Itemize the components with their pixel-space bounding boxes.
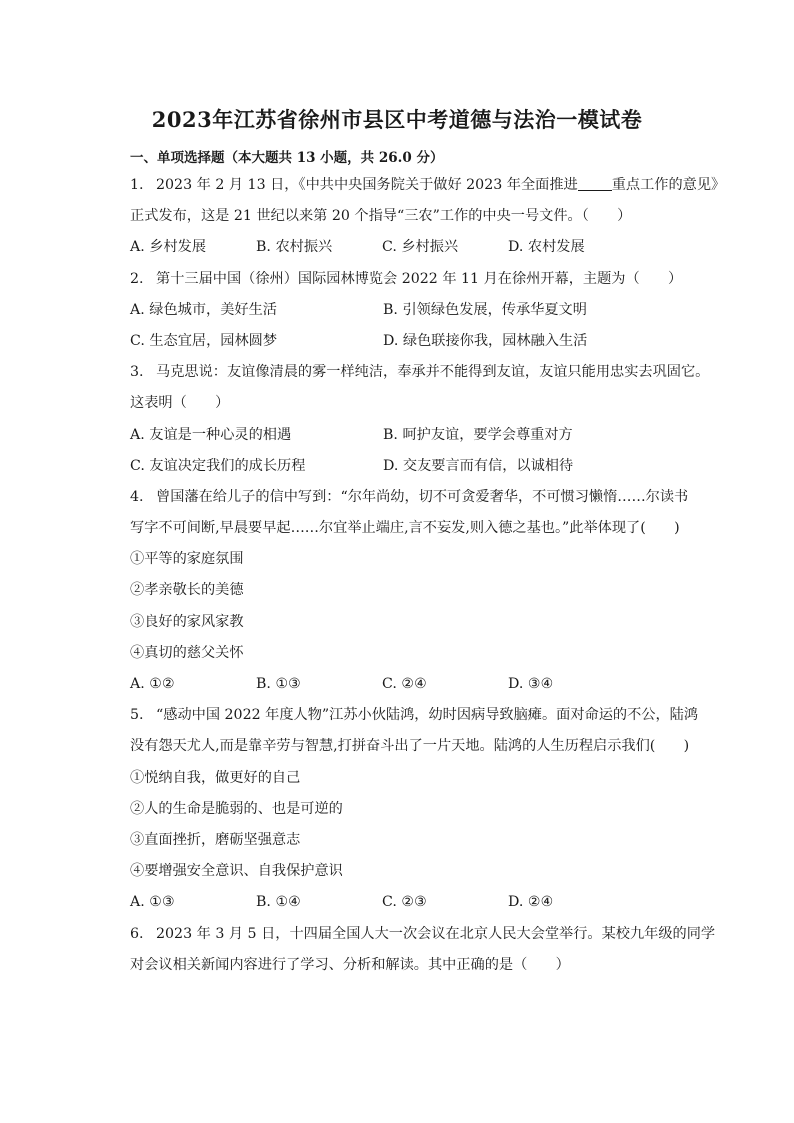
question-4-item-4: ④真切的慈父关怀 <box>130 644 244 661</box>
page-title: 2023年江苏省徐州市县区中考道德与法治一模试卷 <box>151 107 643 132</box>
question-text: 马克思说：友谊像清晨的雾一样纯洁，奉承并不能得到友谊，友谊只能用忠实去巩固它。 <box>156 364 710 381</box>
section-heading: 一、单项选择题（本大题共 13 小题，共 26.0 分） <box>130 150 444 166</box>
question-5-item-3: ③直面挫折，磨砺坚强意志 <box>130 831 301 848</box>
question-list <box>130 170 726 981</box>
question-4-line-1 <box>130 482 700 513</box>
question-6-line-1 <box>130 919 716 950</box>
option-c: C. ②③ <box>382 894 427 911</box>
question-4-item-3: ③良好的家风家教 <box>130 613 244 630</box>
question-6-line-2: 对会议相关新闻内容进行了学习、分析和解读。其中正确的是（ ） <box>130 956 570 973</box>
question-number: 1. <box>130 177 144 193</box>
question-number: 4. <box>130 488 144 505</box>
question-4-item-1: ①平等的家庭氛围 <box>130 551 244 568</box>
option-d: D. 农村发展 <box>508 239 585 256</box>
question-5-options <box>130 887 700 918</box>
option-a: A. 友谊是一种心灵的相遇 <box>130 426 292 443</box>
option-a: A. 绿色城市，美好生活 <box>130 301 277 318</box>
option-d: D. 绿色联接你我，园林融入生活 <box>383 332 588 349</box>
question-text: 2023 年 2 月 13 日，《中共中央国务院关于做好 2023 年全面推进 <box>156 177 578 193</box>
question-number: 2. <box>130 270 144 287</box>
question-number: 5. <box>130 707 144 724</box>
option-c: C. 友谊决定我们的成长历程 <box>130 457 306 474</box>
option-d: D. ③④ <box>508 676 554 692</box>
question-4-item-2: ②孝亲敬长的美德 <box>130 582 244 599</box>
question-2-options-row-2 <box>130 326 700 357</box>
question-text: “感动中国 2022 年度人物”江苏小伙陆鸿，幼时因病导致脑瘫。面对命运的不公，陆鸿 <box>156 707 699 724</box>
option-b: B. ①③ <box>256 676 301 692</box>
question-1-line-2: 正式发布，这是 21 世纪以来第 20 个指导“三农”工作的中央一号文件。（ ） <box>130 208 632 225</box>
question-number: 6. <box>130 925 144 942</box>
option-a: A. ①③ <box>130 894 175 911</box>
option-b: B. 农村振兴 <box>256 239 333 256</box>
question-4-options <box>130 669 700 700</box>
answer-blank <box>578 176 612 191</box>
question-text: 2023 年 3 月 5 日，十四届全国人大一次会议在北京人民大会堂举行。某校九年级的同学 <box>156 925 716 942</box>
question-5-item-2: ②人的生命是脆弱的、也是可逆的 <box>130 800 343 817</box>
question-3-line-2: 这表明（ ） <box>130 395 230 412</box>
question-5-line-1 <box>130 700 700 731</box>
option-a: A. 乡村发展 <box>130 239 207 256</box>
option-c: C. 生态宜居，园林圆梦 <box>130 332 278 349</box>
option-b: B. 呵护友谊，要学会尊重对方 <box>383 426 573 443</box>
question-2-options-row-1 <box>130 295 700 326</box>
question-5-line-2: 没有怨天尤人,而是靠辛劳与智慧,打拼奋斗出了一片天地。陆鸿的人生历程启示我们( ) <box>130 738 690 755</box>
option-d: D. ②④ <box>508 894 554 911</box>
question-1-options <box>130 232 700 263</box>
option-a: A. ①② <box>130 676 175 692</box>
option-d: D. 交友要言而有信，以诚相待 <box>383 457 574 474</box>
option-c: C. ②④ <box>382 676 427 692</box>
question-number: 3. <box>130 364 144 381</box>
question-5-item-4: ④要增强安全意识、自我保护意识 <box>130 863 343 880</box>
question-5-item-1: ①悦纳自我，做更好的自己 <box>130 769 301 786</box>
question-text: 重点工作的意见》 <box>611 177 726 193</box>
question-4-line-2: 写字不可间断,早晨要早起……尔宜举止端庄,言不妄发,则入德之基也。”此举体现了( ) <box>130 520 680 537</box>
option-b: B. 引领绿色发展，传承华夏文明 <box>383 301 587 318</box>
option-b: B. ①④ <box>256 894 301 911</box>
question-3-options-row-2 <box>130 451 700 482</box>
question-2-line-1 <box>130 264 700 295</box>
option-c: C. 乡村振兴 <box>382 239 459 256</box>
question-text: 曾国藩在给儿子的信中写到：“尔年尚幼，切不可贪爱奢华，不可惯习懒惰……尔读书 <box>156 488 689 505</box>
question-1-line-1 <box>130 170 726 201</box>
question-text: 第十三届中国（徐州）国际园林博览会 2022 年 11 月在徐州开幕，主题为（ ） <box>156 270 683 287</box>
question-3-line-1 <box>130 357 710 388</box>
question-3-options-row-1 <box>130 420 700 451</box>
